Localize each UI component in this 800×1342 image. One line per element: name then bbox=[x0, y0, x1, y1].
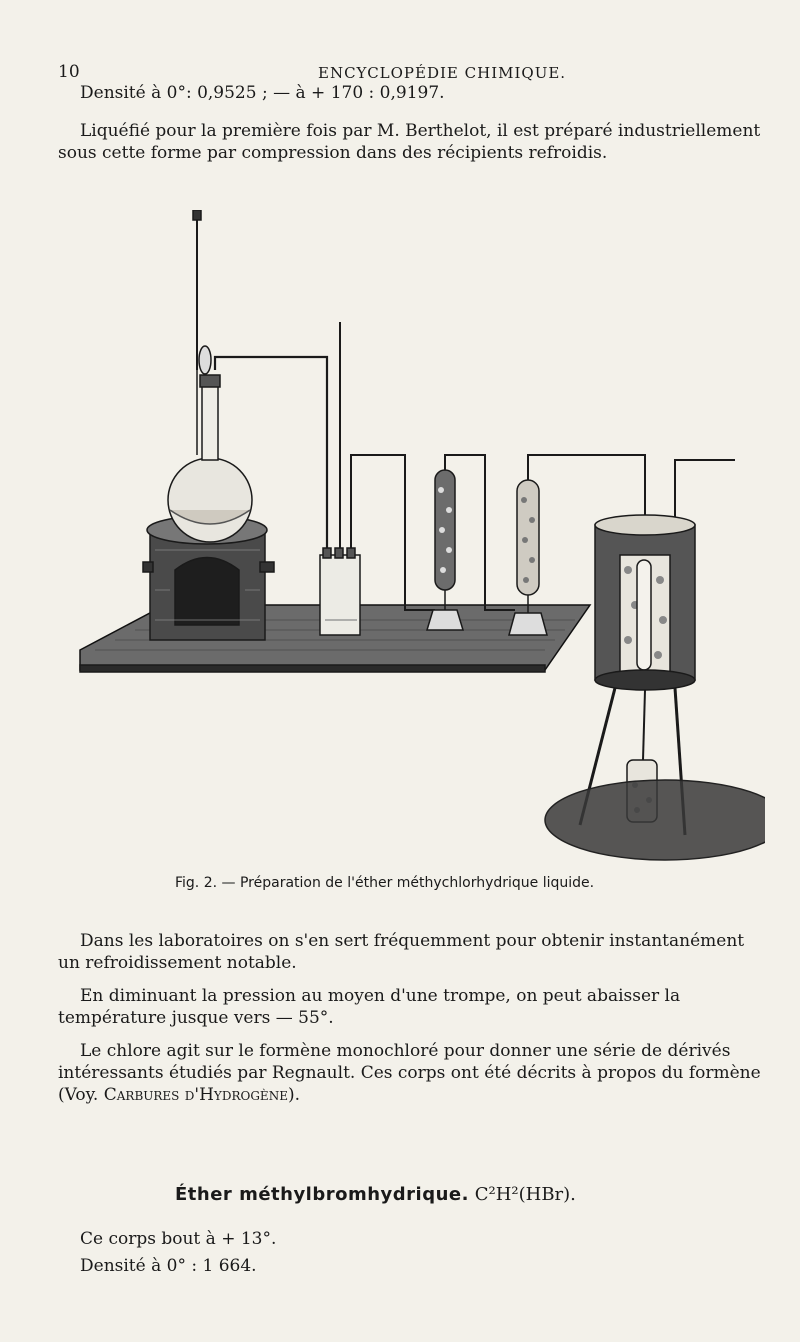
chlorine-paragraph bbox=[58, 1040, 768, 1106]
chlorine-text-end: ). bbox=[287, 1085, 300, 1105]
page-header bbox=[58, 62, 740, 84]
section-formula: C²H²(HBr). bbox=[474, 1184, 576, 1205]
running-title: ENCYCLOPÉDIE CHIMIQUE. bbox=[318, 64, 567, 82]
chlorine-text: Le chlore agit sur le formène monochloré pour donner une série de dérivés intéressants étudiés par Regnault. Ces corps ont été décrits à propos du formène (Voy. bbox=[58, 1041, 761, 1105]
round-flask bbox=[168, 210, 252, 542]
laboratory-paragraph: Dans les laboratoires on s'en sert fréquemment pour obtenir instantanément un refroidissement notable. bbox=[58, 931, 745, 973]
cross-reference: Carbures d'Hydrogène bbox=[103, 1085, 288, 1105]
wash-bottle bbox=[320, 548, 360, 635]
density-value: Densité à 0° : 1 664. bbox=[80, 1256, 257, 1276]
page-number: 10 bbox=[58, 62, 80, 82]
liquefaction-paragraph: Liquéfié pour la première fois par M. Berthelot, il est préparé industriellement sous cette forme par compression dans des récipients refroidis. bbox=[58, 121, 761, 163]
boiling-point: Ce corps bout à + 13°. bbox=[80, 1229, 277, 1249]
figure-caption: Fig. 2. — Préparation de l'éther méthychlorhydrique liquide. bbox=[175, 875, 595, 891]
pressure-paragraph: En diminuant la pression au moyen d'une trompe, on peut abaisser la température jusque vers — 55°. bbox=[58, 986, 681, 1028]
apparatus-illustration bbox=[75, 210, 765, 870]
section-title: Éther méthylbromhydrique. bbox=[175, 1184, 469, 1205]
section-heading bbox=[175, 1184, 576, 1205]
density-paragraph: Densité à 0°: 0,9525 ; — à + 170 : 0,9197. bbox=[80, 83, 445, 103]
